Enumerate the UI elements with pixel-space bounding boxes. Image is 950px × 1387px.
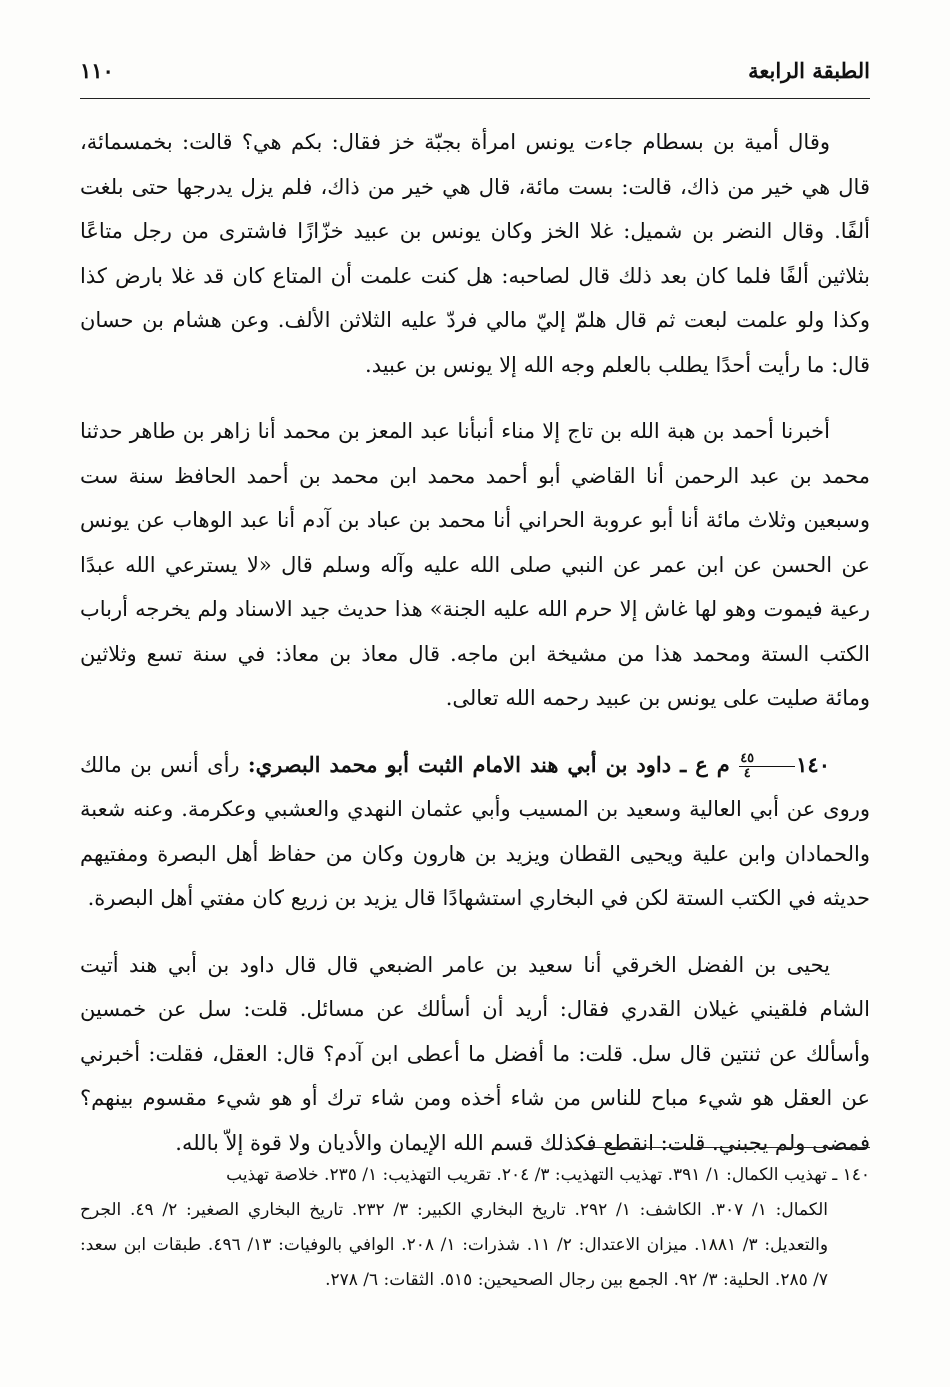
footnotes bbox=[80, 1158, 870, 1298]
running-title: الطبقة الرابعة bbox=[748, 58, 870, 83]
paragraph-gap bbox=[80, 921, 870, 943]
entry-number: ١٤٠ bbox=[796, 751, 830, 777]
biography-entry-dawud bbox=[80, 743, 870, 921]
paragraph-ghaylan-dialogue: يحيى بن الفضل الخرقي أنا سعيد بن عامر الضبعي قال قال داود بن أبي هند أتيت الشام فلقيني غيلان القدري فقال: أريد أن أسألك عن مسائل. قلت: سل عن خمسين وأسألك عن ثنتين قال سل. قلت: ما أفضل ما أعطى ابن آدم؟ قال: العقل، فقلت: أخبرني عن العقل هو شيء مباح للناس من شاء أخذه ومن شاء ترك أو هو شيء مقسوم بينهم؟ فمضى ولم يجبني. قلت: انقطع فكذلك قسم الله الإيمان والأديان ولا قوة إلاّ بالله. bbox=[80, 952, 870, 1155]
page-number: ١١٠ bbox=[80, 58, 114, 83]
footnote-rule bbox=[574, 1147, 870, 1148]
main-text bbox=[80, 120, 870, 1165]
fraction-bottom: ٤ bbox=[743, 765, 751, 781]
page-header bbox=[80, 58, 870, 92]
footnote-continuation: الكمال: ١/ ٣٠٧. الكاشف: ١/ ٢٩٢. تاريخ البخاري الكبير: ٣/ ٢٣٢. تاريخ البخاري الصغير: ٢/ ٤٩. الجرح والتعديل: ٣/ ١٨٨١. ميزان الاعتدال: ٢/ ١١. شذرات: ١/ ٢٠٨. الوافي بالوفيات: ١٣/ ٤٩٦. طبقات ابن سعد: ٧/ ٢٨٥. الحلية: ٣/ ٩٢. الجمع بين رجال الصحيحين: ٥١٥. الثقات: ٦/ ٢٧٨. bbox=[80, 1200, 829, 1290]
paragraph-hadith-isnad: أخبرنا أحمد بن هبة الله بن تاج إلا مناء أنبأنا عبد المعز بن محمد أنا زاهر بن طاهر حدثنا محمد بن عبد الرحمن أنا القاضي أبو أحمد محمد ابن محمد بن أحمد الحافظ سنة ست وسبعين وثلاث مائة أنا أبو عروبة الحراني أنا محمد بن عباد بن آدم أنا عبد الوهاب عن يونس عن الحسن عن ابن عمر عن النبي صلى الله عليه وآله وسلم قال «لا يسترعي الله عبدًا رعية فيموت وهو لها غاش إلا حرم الله عليه الجنة» هذا حديث جيد الاسناد ولم يخرجه أرباب الكتب الستة ومحمد هذا من مشيخة ابن ماجه. قال معاذ بن معاذ: في سنة تسع وثلاثين ومائة صليت على يونس بن عبيد رحمه الله تعالى. bbox=[80, 419, 870, 710]
entry-fraction bbox=[739, 752, 795, 781]
entry-heading: م ع ـ داود بن أبي هند الامام الثبت أبو محمد البصري: bbox=[247, 751, 730, 777]
fraction-top: ٤٥ bbox=[739, 752, 795, 767]
header-rule bbox=[80, 98, 870, 99]
paragraph-yunus-anecdotes: وقال أمية بن بسطام جاءت يونس امرأة بجبّة خز فقال: بكم هي؟ قالت: بخمسمائة، قال هي خير من ذاك، قالت: بست مائة، قال هي خير من ذاك، فلم يزل يدرجها حتى بلغت ألفًا. وقال النضر بن شميل: غلا الخز وكان يونس بن عبيد خزّازًا فاشترى من رجل متاعًا بثلاثين ألفًا فلما كان بعد ذلك قال لصاحبه: هل كنت علمت أن المتاع كان قد غلا بارض كذا وكذا ولو علمت لبعت ثم قال هلمّ إليّ مالي فردّ عليه الثلاثن الألف. وعن هشام بن حسان قال: ما رأيت أحدًا يطلب بالعلم وجه الله إلا يونس بن عبيد. bbox=[80, 130, 870, 377]
entry-body: رأى أنس بن مالك وروى عن أبي العالية وسعيد بن المسيب وأبي عثمان النهدي والعشبي وعكرمة. وعنه شعبة والحمادان وابن علية ويحيى القطان ويزيد بن هارون وكان من حفاظ أهل البصرة ومفتيهم حديثه في الكتب الستة لكن في البخاري استشهادًا قال يزيد بن زريع كان مفتي أهل البصرة. bbox=[80, 752, 870, 910]
paragraph-gap bbox=[80, 387, 870, 409]
paragraph-gap bbox=[80, 721, 870, 743]
footnote-first-line: ١٤٠ ـ تهذيب الكمال: ١/ ٣٩١. تهذيب التهذيب: ٣/ ٢٠٤. تقريب التهذيب: ١/ ٢٣٥. خلاصة تهذيب bbox=[226, 1165, 870, 1185]
